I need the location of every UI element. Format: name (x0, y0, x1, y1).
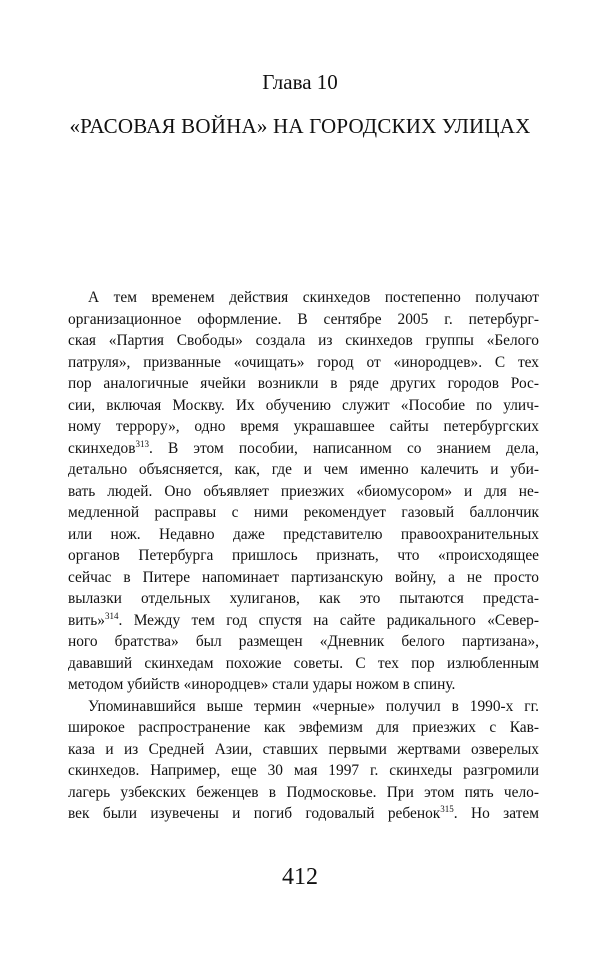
text-segment: скинхедов (68, 439, 136, 457)
chapter-title: «РАСОВАЯ ВОЙНА» НА ГОРОДСКИХ УЛИЦАХ (69, 114, 531, 138)
text-line: вылазки отдельных хулиганов, как это пытаются предста- (68, 590, 539, 607)
text-line: каза и из Средней Азии, ставших первыми жертвами озверелых (68, 740, 539, 758)
text-line: дававший скинхедам похожие советы. С тех пор излюбленным (68, 654, 539, 672)
text-segment: вить» (68, 611, 105, 629)
text-line: вать людей. Оно объявляет приезжих «биомусором» и для не- (68, 482, 539, 500)
text-line: детально объясняется, как, где и чем именно калечить и уби- (68, 461, 539, 478)
text-segment: . Но затем (453, 805, 539, 822)
text-line: или нож. Недавно даже представителю правоохранительных (68, 525, 539, 543)
text-line (68, 803, 539, 825)
text-line: лагерь узбекских беженцев в Подмосковье. При этом пять чело- (68, 783, 539, 801)
text-line: широкое распространение как эвфемизм для приезжих с Кав- (68, 719, 539, 736)
body-text (68, 287, 539, 825)
footnote-ref: 314 (104, 610, 119, 621)
text-line: ному террору», одно время украшавшее сайты петербургских (68, 418, 539, 435)
page-number: 412 (282, 864, 318, 890)
text-line: организационное оформление. В сентябре 2005 г. петербург- (68, 310, 539, 328)
text-line: Упоминавшийся выше термин «черные» получил в 1990-х гг. (88, 697, 539, 715)
text-line: сии, включая Москву. Их обучению служит «Пособие по улич- (68, 396, 539, 414)
text-line: ного братства» был размещен «Дневник белого партизана», (68, 633, 539, 650)
text-line: патруля», призванные «очищать» город от «инородцев». С тех (68, 353, 539, 371)
text-line: органов Петербурга пришлось признать, что «происходящее (68, 547, 539, 564)
chapter-label: Глава 10 (262, 70, 338, 94)
text-line (68, 610, 539, 632)
footnote-ref: 313 (135, 438, 150, 449)
text-segment: . В этом пособии, написанном со знанием дела, (149, 439, 539, 457)
text-segment: . Между тем год спустя на сайте радикального «Север- (118, 611, 539, 629)
footnote-ref: 315 (440, 803, 454, 814)
text-line: А тем временем действия скинхедов постепенно получают (88, 289, 539, 306)
text-line: методом убийств «инородцев» стали удары ножом в спину. (68, 676, 456, 693)
text-line: ская «Партия Свободы» создала из скинхедов группы «Белого (68, 332, 539, 349)
text-line: пор аналогичные ячейки возникли в ряде других городов Рос- (68, 375, 539, 392)
text-line (68, 438, 539, 460)
text-line: скинхедов. Например, еще 30 мая 1997 г. скинхеды разгромили (68, 762, 539, 779)
text-line: медленной расправы с ними рекомендует газовый баллончик (68, 504, 539, 521)
text-segment: век были изувечены и погиб годовалый ребенок (68, 805, 441, 822)
text-line: сейчас в Питере напоминает партизанскую войну, а не просто (68, 568, 539, 586)
